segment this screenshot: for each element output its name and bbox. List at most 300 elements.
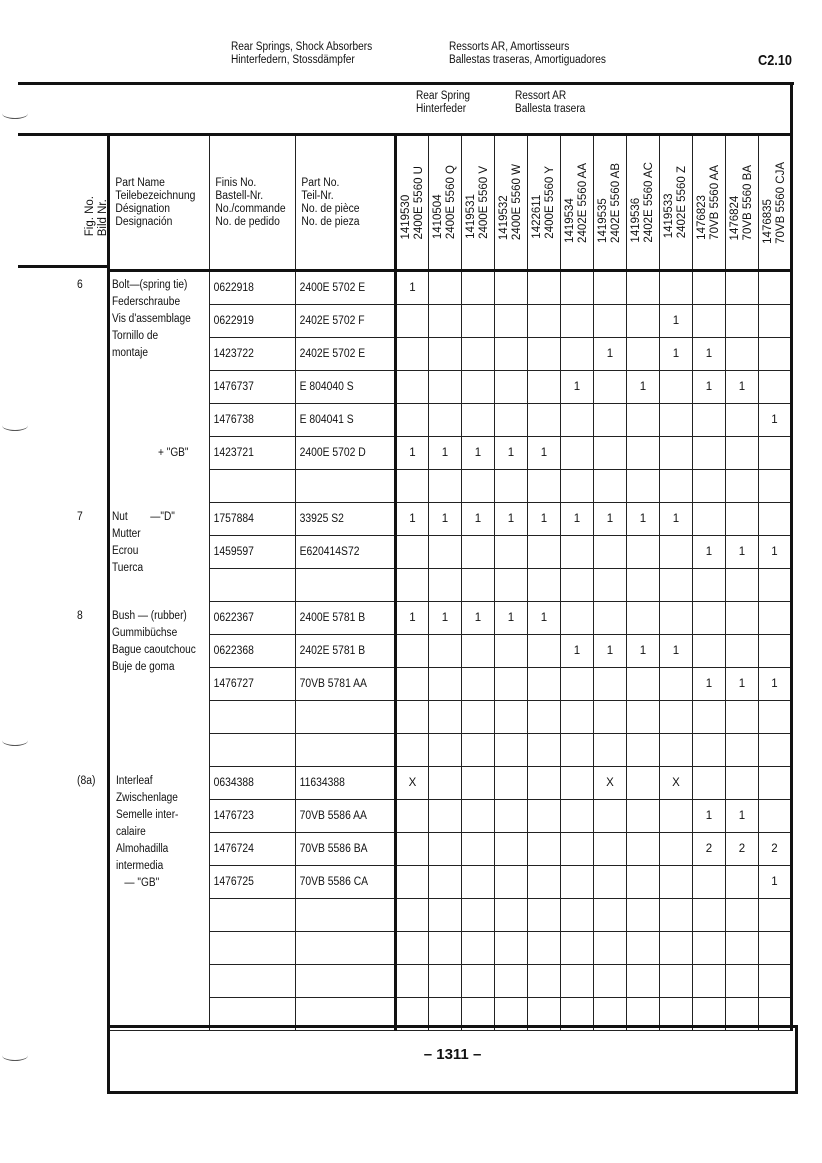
quantity-cell (528, 536, 561, 569)
parts-table (107, 133, 793, 1031)
finis-no-cell (210, 470, 296, 503)
quantity-cell (528, 635, 561, 668)
quantity-cell (561, 866, 594, 899)
quantity-cell: 1 (759, 536, 792, 569)
finis-no-cell: 0622919 (210, 305, 296, 338)
quantity-cell (462, 932, 495, 965)
quantity-cell (759, 569, 792, 602)
quantity-cell (759, 305, 792, 338)
quantity-cell (594, 800, 627, 833)
header-assembly: 1419530 2400E 5560 U (396, 135, 429, 271)
table-row (109, 635, 792, 668)
quantity-cell (528, 767, 561, 800)
quantity-cell (462, 338, 495, 371)
quantity-cell (693, 437, 726, 470)
quantity-cell: 1 (396, 437, 429, 470)
quantity-cell (627, 701, 660, 734)
quantity-cell: 1 (759, 668, 792, 701)
quantity-cell (462, 635, 495, 668)
quantity-cell (660, 965, 693, 998)
quantity-cell (561, 404, 594, 437)
quantity-cell (759, 338, 792, 371)
quantity-cell (759, 271, 792, 305)
quantity-cell (594, 734, 627, 767)
quantity-cell (495, 932, 528, 965)
title-en: Rear Springs, Shock Absorbers (231, 41, 373, 53)
header-assembly: 1419532 2400E 5560 W (495, 135, 528, 271)
quantity-cell (594, 668, 627, 701)
quantity-cell (726, 338, 759, 371)
quantity-cell (528, 899, 561, 932)
quantity-cell (726, 899, 759, 932)
quantity-cell (495, 866, 528, 899)
finis-no-cell (210, 965, 296, 998)
quantity-cell (495, 899, 528, 932)
part-no-cell: E 804041 S (296, 404, 396, 437)
quantity-cell (693, 503, 726, 536)
quantity-cell (528, 965, 561, 998)
quantity-cell (627, 569, 660, 602)
quantity-cell (627, 932, 660, 965)
quantity-cell (495, 668, 528, 701)
quantity-cell: 1 (594, 338, 627, 371)
title-fr: Ressorts AR, Amortisseurs (449, 41, 570, 53)
quantity-cell: 1 (495, 503, 528, 536)
quantity-cell (759, 800, 792, 833)
part-no-cell: 70VB 5586 BA (296, 833, 396, 866)
quantity-cell (594, 899, 627, 932)
quantity-cell (759, 965, 792, 998)
quantity-cell (495, 371, 528, 404)
quantity-cell (594, 833, 627, 866)
fig-number: 8 (77, 609, 83, 622)
quantity-cell (396, 800, 429, 833)
quantity-cell (429, 404, 462, 437)
quantity-cell (660, 734, 693, 767)
quantity-cell: X (594, 767, 627, 800)
quantity-cell (627, 833, 660, 866)
quantity-cell (660, 569, 693, 602)
quantity-cell (627, 536, 660, 569)
quantity-cell (429, 371, 462, 404)
quantity-cell: 1 (495, 602, 528, 635)
quantity-cell (627, 668, 660, 701)
quantity-cell (759, 701, 792, 734)
part-no-cell: 2402E 5781 B (296, 635, 396, 668)
table-header-row (109, 135, 792, 271)
finis-no-cell: 0622367 (210, 602, 296, 635)
quantity-cell (396, 338, 429, 371)
finis-no-cell: 0622368 (210, 635, 296, 668)
quantity-cell (396, 965, 429, 998)
table-row (109, 503, 792, 536)
quantity-cell (660, 470, 693, 503)
quantity-cell (693, 271, 726, 305)
quantity-cell (726, 734, 759, 767)
margin-mark (2, 735, 28, 746)
quantity-cell (528, 734, 561, 767)
table-row (109, 866, 792, 899)
quantity-cell (693, 866, 726, 899)
table-row (109, 701, 792, 734)
quantity-cell (627, 734, 660, 767)
page-footer (107, 1025, 798, 1094)
quantity-cell: 1 (627, 503, 660, 536)
quantity-cell (594, 470, 627, 503)
part-no-cell: 11634388 (296, 767, 396, 800)
finis-no-cell: 1757884 (210, 503, 296, 536)
quantity-cell (396, 833, 429, 866)
header-rule-left-bottom (18, 265, 110, 268)
quantity-cell (693, 767, 726, 800)
title-es: Ballestas traseras, Amortiguadores (449, 54, 606, 66)
quantity-cell (660, 404, 693, 437)
part-no-cell: 2402E 5702 F (296, 305, 396, 338)
quantity-cell (528, 866, 561, 899)
quantity-cell (594, 569, 627, 602)
quantity-cell (462, 271, 495, 305)
quantity-cell: 1 (594, 503, 627, 536)
quantity-cell: 1 (561, 371, 594, 404)
quantity-cell (627, 899, 660, 932)
table-row (109, 536, 792, 569)
finis-no-cell: 1476738 (210, 404, 296, 437)
quantity-cell (495, 404, 528, 437)
quantity-cell (462, 536, 495, 569)
quantity-cell (660, 800, 693, 833)
quantity-cell (660, 932, 693, 965)
quantity-cell: 1 (462, 437, 495, 470)
quantity-cell: 2 (693, 833, 726, 866)
quantity-cell (495, 470, 528, 503)
quantity-cell (528, 305, 561, 338)
quantity-cell: 1 (693, 668, 726, 701)
quantity-cell: X (660, 767, 693, 800)
part-name-cell (109, 899, 210, 932)
quantity-cell (594, 371, 627, 404)
fig-no-label: Fig. No. Bild Nr. (84, 196, 109, 237)
part-no-cell (296, 734, 396, 767)
quantity-cell (561, 767, 594, 800)
quantity-cell (627, 271, 660, 305)
quantity-cell (495, 800, 528, 833)
part-name: Bush — (rubber) Gummibüchse Bague caoutchouc Buje de goma (112, 609, 196, 673)
quantity-cell (528, 338, 561, 371)
quantity-cell (495, 305, 528, 338)
part-no-cell: E 804040 S (296, 371, 396, 404)
quantity-cell (462, 899, 495, 932)
table-row (109, 932, 792, 965)
quantity-cell (561, 470, 594, 503)
header-assembly: 1422611 2400E 5560 Y (528, 135, 561, 271)
quantity-cell (627, 437, 660, 470)
quantity-cell (660, 668, 693, 701)
part-name-cell (109, 404, 210, 437)
quantity-cell (660, 701, 693, 734)
quantity-cell (693, 305, 726, 338)
quantity-cell (462, 734, 495, 767)
quantity-cell: 1 (627, 635, 660, 668)
top-rule (18, 82, 794, 85)
fig-number: (8a) (77, 774, 96, 787)
quantity-cell (594, 437, 627, 470)
quantity-cell (561, 437, 594, 470)
table-row (109, 767, 792, 800)
quantity-cell (693, 965, 726, 998)
header-assembly: 1476824 70VB 5560 BA (726, 135, 759, 271)
quantity-cell: 1 (660, 305, 693, 338)
quantity-cell (693, 701, 726, 734)
quantity-cell (726, 866, 759, 899)
quantity-cell (627, 800, 660, 833)
quantity-cell (462, 701, 495, 734)
quantity-cell (396, 470, 429, 503)
quantity-cell: 1 (561, 503, 594, 536)
quantity-cell: 1 (495, 437, 528, 470)
subheader-en: Rear Spring (416, 90, 471, 102)
quantity-cell (462, 470, 495, 503)
quantity-cell (660, 371, 693, 404)
quantity-cell (429, 470, 462, 503)
finis-no-cell: 1476727 (210, 668, 296, 701)
table-row (109, 437, 792, 470)
quantity-cell (759, 635, 792, 668)
part-name-cell (109, 734, 210, 767)
section-code: C2.10 (757, 52, 792, 69)
quantity-cell (726, 965, 759, 998)
part-no-cell: 70VB 5781 AA (296, 668, 396, 701)
quantity-cell: 2 (759, 833, 792, 866)
table-row (109, 271, 792, 305)
finis-no-cell: 1423721 (210, 437, 296, 470)
finis-no-cell (210, 701, 296, 734)
quantity-cell (759, 371, 792, 404)
quantity-cell (561, 701, 594, 734)
part-name-cell (109, 701, 210, 734)
quantity-cell (396, 305, 429, 338)
part-no-cell: 70VB 5586 AA (296, 800, 396, 833)
quantity-cell: 1 (528, 503, 561, 536)
quantity-cell: 1 (528, 437, 561, 470)
quantity-cell (759, 767, 792, 800)
table-row (109, 470, 792, 503)
part-no-cell (296, 569, 396, 602)
quantity-cell: 1 (726, 800, 759, 833)
quantity-cell (726, 569, 759, 602)
quantity-cell (726, 470, 759, 503)
quantity-cell (429, 536, 462, 569)
quantity-cell (759, 602, 792, 635)
margin-mark (2, 108, 28, 119)
table-row (109, 833, 792, 866)
quantity-cell (726, 602, 759, 635)
finis-no-cell (210, 932, 296, 965)
quantity-cell (660, 271, 693, 305)
quantity-cell: 1 (759, 404, 792, 437)
quantity-cell (462, 833, 495, 866)
quantity-cell: 1 (693, 371, 726, 404)
quantity-cell (528, 701, 561, 734)
finis-no-cell: 0634388 (210, 767, 296, 800)
header-assembly: 1419535 2402E 5560 AB (594, 135, 627, 271)
quantity-cell (594, 536, 627, 569)
header-assembly: 1476835 70VB 5560 CJA (759, 135, 792, 271)
finis-no-cell (210, 569, 296, 602)
quantity-cell (693, 635, 726, 668)
part-no-cell (296, 932, 396, 965)
quantity-cell (462, 965, 495, 998)
part-name-cell (109, 371, 210, 404)
quantity-cell: 1 (396, 602, 429, 635)
quantity-cell (726, 767, 759, 800)
quantity-cell (726, 437, 759, 470)
table-row (109, 965, 792, 998)
quantity-cell (396, 404, 429, 437)
finis-no-cell: 1459597 (210, 536, 296, 569)
quantity-cell (726, 635, 759, 668)
quantity-cell (594, 602, 627, 635)
part-name-cell (109, 932, 210, 965)
part-no-cell: 2400E 5781 B (296, 602, 396, 635)
finis-no-cell: 1423722 (210, 338, 296, 371)
quantity-cell (561, 800, 594, 833)
quantity-cell (495, 569, 528, 602)
header-rule-left (18, 133, 110, 136)
quantity-cell (429, 767, 462, 800)
finis-no-cell: 1476723 (210, 800, 296, 833)
quantity-cell: 1 (528, 602, 561, 635)
quantity-cell (495, 965, 528, 998)
quantity-cell (495, 536, 528, 569)
margin-mark (2, 420, 28, 431)
finis-no-cell (210, 899, 296, 932)
part-note: + "GB" (158, 446, 189, 459)
quantity-cell (528, 404, 561, 437)
quantity-cell (429, 338, 462, 371)
quantity-cell (759, 899, 792, 932)
part-no-cell: 70VB 5586 CA (296, 866, 396, 899)
subheader-es: Ballesta trasera (515, 103, 586, 115)
quantity-cell: 1 (462, 602, 495, 635)
quantity-cell (726, 305, 759, 338)
quantity-cell (462, 305, 495, 338)
quantity-cell: 1 (429, 437, 462, 470)
quantity-cell (495, 338, 528, 371)
quantity-cell (462, 866, 495, 899)
table-row (109, 668, 792, 701)
quantity-cell: 1 (396, 271, 429, 305)
quantity-cell: 1 (561, 635, 594, 668)
quantity-cell (396, 668, 429, 701)
quantity-cell (396, 371, 429, 404)
quantity-cell (726, 701, 759, 734)
quantity-cell (528, 271, 561, 305)
quantity-cell (396, 866, 429, 899)
quantity-cell (462, 404, 495, 437)
quantity-cell (561, 899, 594, 932)
part-no-cell: E620414S72 (296, 536, 396, 569)
quantity-cell (627, 338, 660, 371)
header-assembly: 1419533 2402E 5560 Z (660, 135, 693, 271)
quantity-cell: 1 (429, 503, 462, 536)
quantity-cell: 1 (693, 536, 726, 569)
quantity-cell (561, 569, 594, 602)
quantity-cell (429, 734, 462, 767)
quantity-cell: 1 (396, 503, 429, 536)
quantity-cell: 1 (759, 866, 792, 899)
finis-no-cell: 1476737 (210, 371, 296, 404)
quantity-cell (627, 602, 660, 635)
quantity-cell (759, 503, 792, 536)
quantity-cell (627, 404, 660, 437)
quantity-cell (660, 536, 693, 569)
table-row (109, 305, 792, 338)
quantity-cell (462, 668, 495, 701)
quantity-cell: 1 (660, 503, 693, 536)
quantity-cell (495, 271, 528, 305)
part-name-cell (109, 965, 210, 998)
quantity-cell (561, 965, 594, 998)
quantity-cell (429, 305, 462, 338)
quantity-cell (693, 602, 726, 635)
quantity-cell (561, 536, 594, 569)
quantity-cell (429, 569, 462, 602)
quantity-cell (759, 437, 792, 470)
header-assembly: 1410504 2400E 5560 Q (429, 135, 462, 271)
quantity-cell (693, 899, 726, 932)
quantity-cell (660, 866, 693, 899)
subheader-de: Hinterfeder (416, 103, 467, 115)
finis-no-cell: 0622918 (210, 271, 296, 305)
quantity-cell (660, 602, 693, 635)
quantity-cell (693, 404, 726, 437)
finis-no-cell: 1476725 (210, 866, 296, 899)
table-row (109, 800, 792, 833)
quantity-cell: 1 (726, 371, 759, 404)
quantity-cell: 1 (429, 602, 462, 635)
title-de: Hinterfedern, Stossdämpfer (231, 54, 355, 66)
quantity-cell (429, 800, 462, 833)
quantity-cell (396, 932, 429, 965)
quantity-cell (429, 833, 462, 866)
quantity-cell: 1 (726, 668, 759, 701)
quantity-cell (429, 965, 462, 998)
page-number: – 1311 – (423, 1046, 482, 1063)
quantity-cell (528, 833, 561, 866)
quantity-cell (561, 305, 594, 338)
header-assembly: 1419534 2402E 5560 AA (561, 135, 594, 271)
part-no-cell: 2402E 5702 E (296, 338, 396, 371)
quantity-cell (627, 470, 660, 503)
part-name: Interleaf Zwischenlage Semelle inter- calaire Almohadilla intermedia — "GB" (116, 774, 179, 889)
table-row (109, 404, 792, 437)
quantity-cell: 2 (726, 833, 759, 866)
quantity-cell (528, 932, 561, 965)
part-no-cell (296, 701, 396, 734)
quantity-cell (693, 734, 726, 767)
quantity-cell (462, 800, 495, 833)
frame-right-edge (790, 82, 793, 136)
finis-no-cell: 1476724 (210, 833, 296, 866)
quantity-cell (429, 701, 462, 734)
quantity-cell (429, 899, 462, 932)
quantity-cell (726, 932, 759, 965)
quantity-cell (759, 932, 792, 965)
table-row (109, 338, 792, 371)
quantity-cell (660, 833, 693, 866)
quantity-cell (627, 965, 660, 998)
quantity-cell (495, 701, 528, 734)
